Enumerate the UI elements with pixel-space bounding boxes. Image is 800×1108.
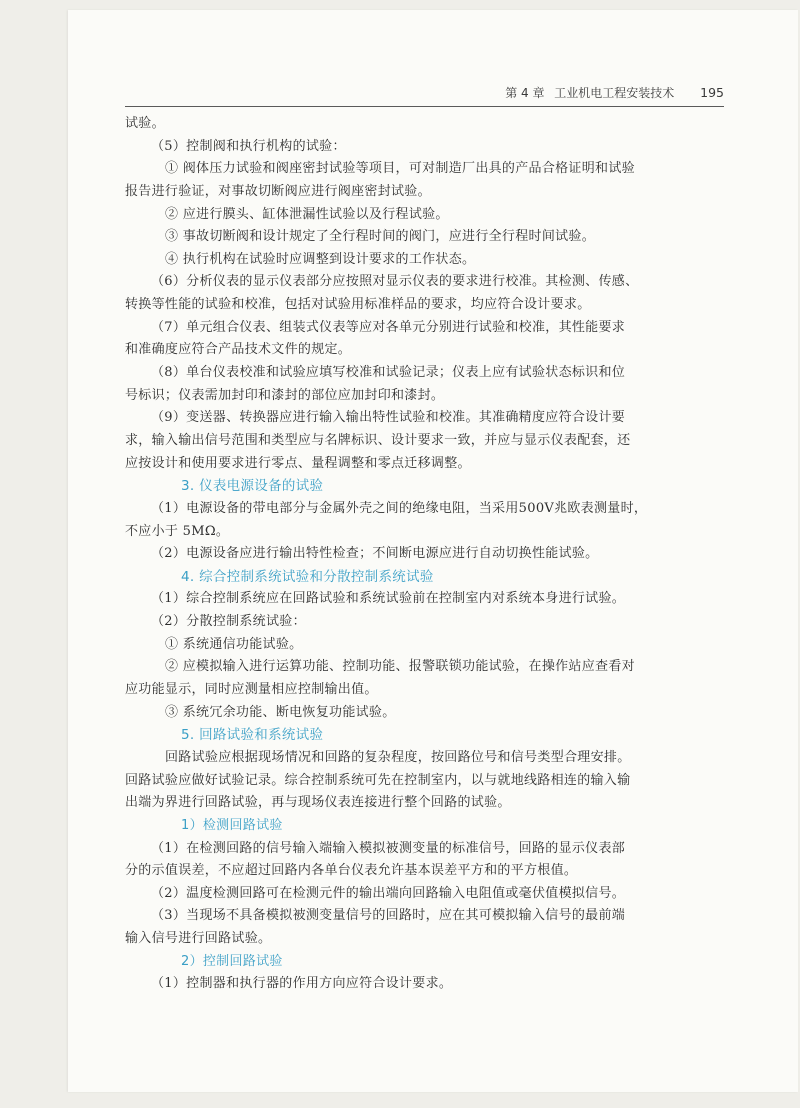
subsection-heading: 2）控制回路试验 <box>181 953 283 969</box>
text-line: 转换等性能的试验和校准，包括对试验用标准样品的要求，均应符合设计要求。 <box>125 297 591 313</box>
text-line: ② 应进行膜头、缸体泄漏性试验以及行程试验。 <box>165 206 449 222</box>
section-heading: 5. 回路试验和系统试验 <box>181 727 324 744</box>
item-line: （8）单台仪表校准和试验应填写校准和试验记录；仪表上应有试验状态标识和位 <box>151 365 626 381</box>
section-heading: 3. 仪表电源设备的试验 <box>181 478 324 495</box>
text-line: 应功能显示，同时应测量相应控制输出值。 <box>125 682 378 698</box>
item-line: （5）控制阀和执行机构的试验： <box>151 138 346 154</box>
text-line: ① 系统通信功能试验。 <box>165 636 303 652</box>
text-line: 和准确度应符合产品技术文件的规定。 <box>125 342 352 358</box>
text-line: 输入信号进行回路试验。 <box>125 931 272 947</box>
text-line: ④ 执行机构在试验时应调整到设计要求的工作状态。 <box>165 251 476 267</box>
text-line: 出端为界进行回路试验，再与现场仪表连接进行整个回路的试验。 <box>125 795 511 811</box>
item-line: （1）控制器和执行器的作用方向应符合设计要求。 <box>151 976 453 992</box>
item-line: （9）变送器、转换器应进行输入输出特性试验和校准。其准确精度应符合设计要 <box>151 410 626 426</box>
subsection-heading: 1）检测回路试验 <box>181 817 283 833</box>
text-line: 求，输入输出信号范围和类型应与名牌标识、设计要求一致，并应与显示仪表配套，还 <box>125 432 631 448</box>
item-line: （1）在检测回路的信号输入端输入模拟被测变量的标准信号，回路的显示仪表部 <box>151 840 626 856</box>
body-text <box>125 113 725 996</box>
text-line: 报告进行验证，对事故切断阀应进行阀座密封试验。 <box>125 183 431 199</box>
chapter-title: 工业机电工程安装技术 <box>554 86 675 100</box>
section-heading: 4. 综合控制系统试验和分散控制系统试验 <box>181 568 434 585</box>
item-line: （2）温度检测回路可在检测元件的输出端向回路输入电阻值或毫伏值模拟信号。 <box>151 885 626 901</box>
item-line: （1）综合控制系统应在回路试验和系统试验前在控制室内对系统本身进行试验。 <box>151 591 626 607</box>
text-line: ① 阀体压力试验和阀座密封试验等项目，可对制造厂出具的产品合格证明和试验 <box>165 161 635 177</box>
item-line: （3）当现场不具备模拟被测变量信号的回路时，应在其可模拟输入信号的最前端 <box>151 908 626 924</box>
text-line: 回路试验应做好试验记录。综合控制系统可先在控制室内，以与就地线路相连的输入输 <box>125 772 631 788</box>
text-line: 试验。 <box>125 116 165 131</box>
header-rule <box>125 106 724 107</box>
item-line: （2）分散控制系统试验： <box>151 614 306 630</box>
item-line: （1）电源设备的带电部分与金属外壳之间的绝缘电阻，当采用500V兆欧表测量时， <box>151 500 648 516</box>
text-line: 号标识；仪表需加封印和漆封的部位应加封印和漆封。 <box>125 387 445 403</box>
text-line: ③ 事故切断阀和设计规定了全行程时间的阀门，应进行全行程时间试验。 <box>165 229 596 245</box>
item-line: （6）分析仪表的显示仪表部分应按照对显示仪表的要求进行校准。其检测、传感、 <box>151 274 639 290</box>
page-number: 195 <box>700 85 724 100</box>
running-header <box>125 84 724 104</box>
text-line: ② 应模拟输入进行运算功能、控制功能、报警联锁功能试验，在操作站应查看对 <box>165 659 635 675</box>
item-line: （2）电源设备应进行输出特性检查；不间断电源应进行自动切换性能试验。 <box>151 546 599 562</box>
text-line: ③ 系统冗余功能、断电恢复功能试验。 <box>165 704 396 720</box>
item-line: （7）单元组合仪表、组装式仪表等应对各单元分别进行试验和校准，其性能要求 <box>151 319 626 335</box>
text-line: 应按设计和使用要求进行零点、量程调整和零点迁移调整。 <box>125 455 471 471</box>
text-line: 回路试验应根据现场情况和回路的复杂程度，按回路位号和信号类型合理安排。 <box>165 749 631 765</box>
chapter-label: 第 4 章 <box>505 86 545 100</box>
text-line: 不应小于 5MΩ。 <box>125 523 230 539</box>
text-line: 分的示值误差，不应超过回路内各单台仪表允许基本误差平方和的平方根值。 <box>125 863 578 879</box>
